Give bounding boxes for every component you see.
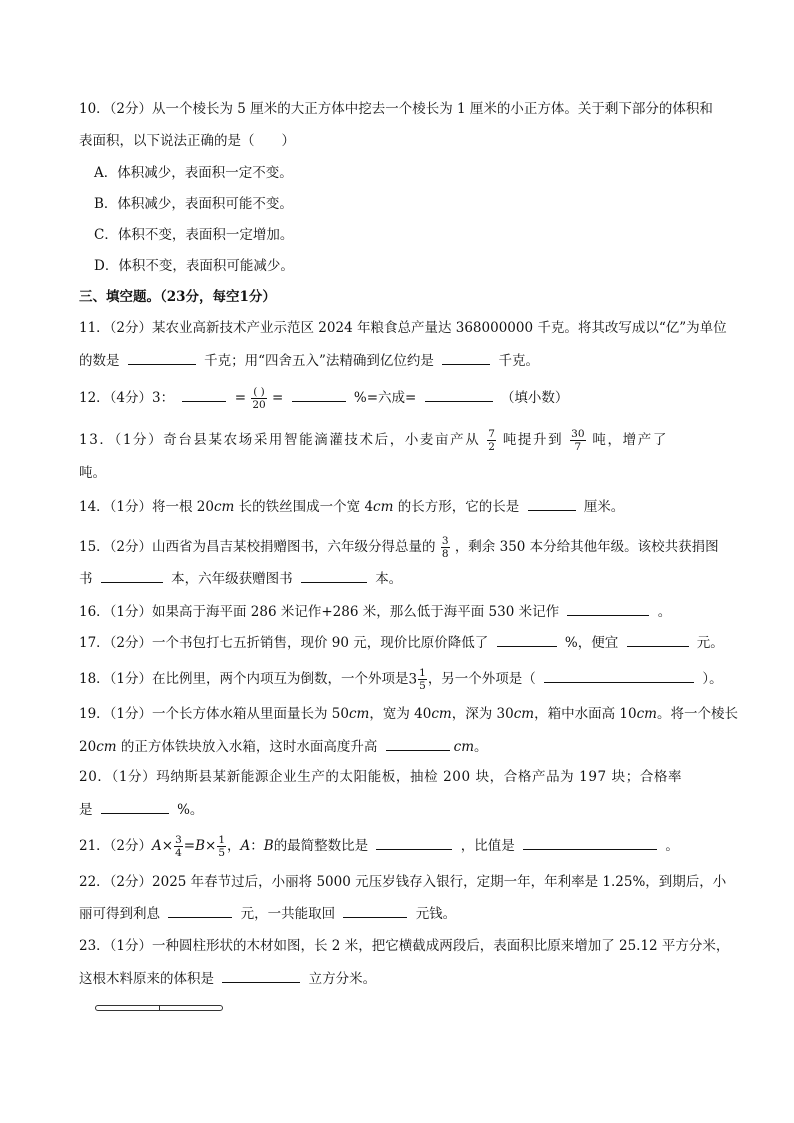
q18-fraction-denominator: 5 (419, 680, 426, 692)
q19-unit: cm (96, 739, 117, 755)
q12-fraction (251, 386, 266, 411)
q21-text: ， (227, 838, 241, 854)
q14-text: 14．（1分）将一根 20 (79, 499, 214, 515)
q10-option-b: B．体积减少，表面积可能不变。 (94, 196, 293, 212)
q14-unit: cm (373, 499, 394, 515)
q16-answer-blank[interactable] (567, 601, 649, 616)
q19-text: 19．（1分）一个长方体水箱从里面量长为 50 (79, 706, 349, 722)
q23-text: 立方分米。 (308, 971, 377, 987)
q14-text: 长的铁丝围成一个宽 4 (234, 499, 374, 515)
q10-option-d: D．体积不变，表面积可能减少。 (94, 258, 294, 274)
q22-text: 丽可得到利息 (79, 906, 160, 922)
q13-fraction-1 (487, 428, 496, 453)
q21-text: 21．（2分） (79, 838, 153, 854)
q13-fraction-2 (570, 428, 585, 453)
q21-equals: = (183, 838, 196, 854)
q11-text: 千克；用“四舍五入”法精确到亿位约是 (204, 353, 434, 369)
q11-stem-line2 (79, 350, 539, 371)
q19-stem-line1 (79, 704, 738, 724)
q15-text: 书 (79, 571, 93, 587)
q14-line (79, 496, 624, 517)
q21-fraction-1-denominator: 4 (175, 847, 182, 859)
q19-unit: cm (453, 739, 475, 755)
q21-fraction-1 (174, 834, 183, 859)
q21-times: × (205, 838, 217, 854)
q12-fraction-numerator[interactable]: ( ) (253, 386, 265, 398)
q17-answer-blank-2[interactable] (627, 632, 689, 647)
cylinder-wood-figure (95, 1005, 223, 1011)
q19-text: 。 (474, 739, 488, 755)
q21-fraction-2-denominator: 5 (218, 847, 226, 859)
q20-answer-blank[interactable] (101, 799, 169, 814)
q21-text: ，比值是 (460, 838, 515, 854)
q13-stem-line2: 吨。 (79, 465, 106, 481)
q15-answer-blank-1[interactable] (101, 568, 163, 583)
q23-stem-line1: 23．（1分）一种圆柱形状的木材如图，长 2 米，把它横截成两段后，表面积比原来增加了 25.12 平方分米， (79, 938, 730, 954)
q20-text: %。 (177, 802, 204, 818)
q10-stem-line2: 表面积，以下说法正确的是（ ） (79, 133, 295, 149)
q17-answer-blank-1[interactable] (497, 632, 557, 647)
q12-line (79, 386, 568, 411)
q18-mixed-number (408, 667, 428, 692)
q23-text: 这根木料原来的体积是 (79, 971, 214, 987)
q15-stem-line1 (79, 535, 719, 560)
q19-text: 20 (79, 739, 97, 755)
q19-unit: cm (431, 706, 452, 722)
q17-text: 17．（2分）一个书包打七五折销售，现价 90 元，现价比原价降低了 (79, 635, 489, 651)
q14-text: 的长方形，它的长是 (393, 499, 520, 515)
q15-text: 本，六年级获赠图书 (171, 571, 293, 587)
q13-text: 13．（1分）奇台县某农场采用智能滴灌技术后，小麦亩产从 (79, 432, 481, 448)
q15-text: 15．（2分）山西省为昌吉某校捐赠图书，六年级分得总量的 (79, 539, 436, 555)
q13-text: 吨提升到 (502, 432, 564, 448)
q18-text: 18．（1分）在比例里，两个内项互为倒数，一个外项是 (79, 671, 409, 687)
q21-text: 的最简整数比是 (273, 838, 369, 854)
q11-answer-blank-2[interactable] (442, 350, 490, 365)
q21-var-b: B (263, 838, 274, 854)
q12-equals: = (234, 390, 247, 406)
q15-answer-blank-2[interactable] (301, 568, 367, 583)
q21-var-a: A (240, 838, 251, 854)
q21-colon: ： (250, 838, 264, 854)
q15-text: ，剩余 350 本分给其他年级。该校共获捐图 (454, 539, 719, 555)
q16-text: 16．（1分）如果高于海平面 286 米记作+286 米，那么低于海平面 530 米记作 (79, 604, 560, 620)
q14-unit: cm (214, 499, 235, 515)
q23-answer-blank[interactable] (222, 968, 300, 983)
q19-text: 。将一个棱长 (656, 706, 738, 722)
q21-text: 。 (665, 838, 679, 854)
q21-answer-blank-1[interactable] (376, 835, 452, 850)
q17-text: 元。 (696, 635, 724, 651)
q18-text: ，另一个外项是（ (427, 671, 536, 687)
q20-stem-line1: 20．（1分）玛纳斯县某新能源企业生产的太阳能板，抽检 200 块，合格产品为 197 块；合格率 (79, 769, 683, 785)
q15-fraction-numerator: 3 (441, 535, 449, 547)
q13-text: 吨，增产了 (592, 432, 668, 448)
q22-answer-blank-2[interactable] (343, 903, 407, 918)
q19-answer-blank[interactable] (386, 736, 450, 751)
q13-fraction-1-denominator: 2 (488, 441, 495, 453)
q19-text: ，深为 30 (451, 706, 514, 722)
q13-fraction-1-numerator: 7 (488, 428, 495, 440)
q23-stem-line2 (79, 968, 376, 989)
q21-line (79, 834, 679, 859)
q18-fraction-numerator: 1 (419, 667, 426, 679)
q10-option-a: A．体积减少，表面积一定不变。 (94, 165, 293, 181)
q11-text: 千克。 (498, 353, 539, 369)
q22-stem-line2 (79, 903, 456, 924)
q12-answer-blank-2[interactable] (292, 387, 346, 402)
q22-text: 元，一共能取回 (240, 906, 336, 922)
q21-fraction-2-numerator: 1 (218, 834, 226, 846)
q11-answer-blank-1[interactable] (128, 350, 196, 365)
q16-text: 。 (657, 604, 672, 620)
q18-mixed-whole: 3 (408, 671, 418, 688)
q19-stem-line2 (79, 736, 488, 757)
q19-text: ，宽为 40 (369, 706, 432, 722)
q11-text: 的数是 (79, 353, 120, 369)
q21-answer-blank-2[interactable] (523, 835, 657, 850)
q18-text: ）。 (702, 671, 723, 687)
q20-stem-line2 (79, 799, 203, 820)
q19-text: ，箱中水面高 10 (534, 706, 637, 722)
q12-text: （填小数） (500, 390, 569, 406)
q12-answer-blank-3[interactable] (425, 387, 493, 402)
q11-stem-line1: 11．（2分）某农业高新技术产业示范区 2024 年粮食总产量达 368000000 千克。将其改写成以“亿”为单位 (79, 320, 727, 336)
q12-fraction-denominator: 20 (252, 399, 266, 411)
q13-stem-line1 (79, 428, 668, 453)
q18-line (79, 667, 723, 692)
q16-line (79, 601, 671, 622)
q21-var-a: A (152, 838, 162, 854)
q22-text: 元钱。 (415, 906, 457, 922)
q19-unit: cm (513, 706, 535, 722)
q13-fraction-2-numerator: 30 (571, 428, 585, 440)
q21-fraction-1-numerator: 3 (175, 834, 182, 846)
q10-option-c: C．体积不变，表面积一定增加。 (94, 227, 294, 243)
q12-equals: = (271, 390, 284, 406)
q17-line (79, 632, 724, 653)
q21-times: × (161, 838, 174, 854)
q17-text: %，便宜 (564, 635, 619, 651)
q15-text: 本。 (375, 571, 403, 587)
q12-answer-blank-1[interactable] (182, 387, 226, 402)
q19-unit: cm (349, 706, 370, 722)
q13-fraction-2-denominator: 7 (574, 441, 582, 453)
cylinder-cut-mark (159, 1005, 160, 1011)
q15-stem-line2 (79, 568, 402, 589)
q10-stem-line1: 10．（2分）从一个棱长为 5 厘米的大正方体中挖去一个棱长为 1 厘米的小正方体。关于剩下部分的体积和 (79, 101, 713, 117)
q18-answer-blank[interactable] (544, 668, 694, 683)
q15-fraction-denominator: 8 (441, 548, 449, 560)
q14-text: 厘米。 (583, 499, 625, 515)
q14-answer-blank[interactable] (528, 496, 576, 511)
section-heading: 三、填空题。（23分，每空1分） (79, 289, 276, 305)
q22-stem-line1: 22．（2分）2025 年春节过后，小丽将 5000 元压岁钱存入银行，定期一年，年利率是 1.25%，到期后，小 (79, 874, 727, 890)
q18-mixed-fraction (418, 667, 427, 692)
q12-text: %=六成= (353, 390, 417, 406)
q19-unit: cm (636, 706, 657, 722)
q21-var-b: B (195, 838, 206, 854)
q19-text: 的正方体铁块放入水箱，这时水面高度升高 (116, 739, 378, 755)
q22-answer-blank-1[interactable] (168, 903, 232, 918)
q12-text: 12．（4分）3： (79, 390, 175, 406)
q15-fraction (441, 535, 450, 560)
q20-text: 是 (79, 802, 93, 818)
q21-fraction-2 (217, 834, 226, 859)
